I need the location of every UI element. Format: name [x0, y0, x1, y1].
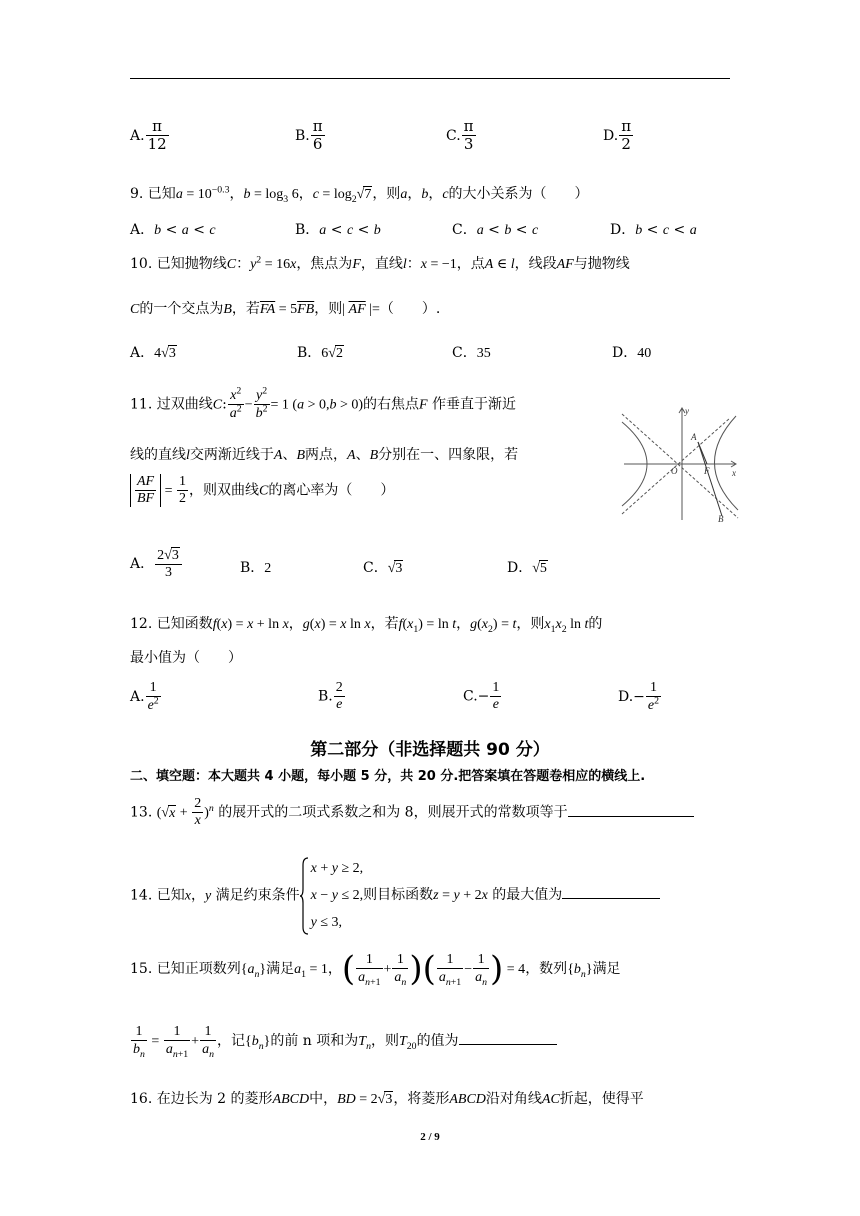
- question-10-line2: C的一个交点为B，若$\overline{FA} = 5\overline{FB}$，则| $\overline{AF}$ |=（ ）.: [130, 301, 441, 317]
- question-11-line3: $\frac{AF}{BF}$ = $\frac{1}{2}$ ，则双曲线C的离心率为（ ）: [130, 474, 394, 507]
- question-15-line2: $\frac{1}{b_n}$ = $\frac{1}{a_{n+1}}$ + $\frac{1}{a_n}$ ，记$\{b_n\}$的前 n 项和为$T_n$，则$T_{20}$的值为: [130, 1024, 557, 1058]
- question-12-line2: 最小值为（ ）: [130, 650, 242, 666]
- question-11-line2: 线的直线l交两渐近线于A、B两点，A、B分别在一、四象限，若: [130, 447, 519, 463]
- q11-option-d: D．√5: [507, 560, 547, 576]
- q12-option-b: B. $\frac{2}{e}$: [318, 680, 343, 713]
- label-O: O: [671, 466, 678, 476]
- question-12-line1: 12. 已知函数f(x) = x + ln x，g(x) = x ln x，若$f(x_1) = \ln t$，$g(x_2) = t$，则$x_1x_2$ ln t的: [130, 616, 603, 635]
- segment-AF: [698, 442, 707, 464]
- label-y: y: [685, 406, 689, 416]
- q10-option-a: A．4√3: [130, 345, 176, 361]
- page-number: 2 / 9: [420, 1131, 440, 1143]
- label-A: A: [691, 432, 697, 442]
- q8-option-d: D. $\frac{\pi}{2}$: [603, 117, 632, 154]
- q14-answer-blank[interactable]: [562, 884, 660, 899]
- section-2-title: 第二部分（非选择题共 90 分）: [310, 740, 550, 760]
- question-16: 16. 在边长为 2 的菱形ABCD中，BD = 2√3，将菱形ABCD沿对角线AC折起，使得平: [130, 1091, 644, 1107]
- question-10-line1: 10. 已知抛物线C：$y^2 = 16x$，焦点为F，直线l：x = −1，点A ∈ l，线段AF与抛物线: [130, 254, 630, 272]
- q9-option-c: C．a < b < c: [452, 222, 539, 238]
- q12-option-a: A. $\frac{1}{e^2}$: [130, 680, 159, 714]
- system-brace: [300, 857, 309, 935]
- question-15-line1: 15. 已知正项数列$\{a_n\}$满足$a_1 = 1$，( $\frac{1}{a_{n+1}}$ + $\frac{1}{a_n}$ )( $\frac{1}{a_{n+1}}$ − $\frac{1}{a_n}$ ) = 4，数列$\{b_n\}$满足: [130, 949, 621, 990]
- q13-answer-blank[interactable]: [568, 802, 694, 817]
- q9-option-d: D．b < c < a: [610, 222, 697, 238]
- q11-option-c: C．√3: [363, 560, 403, 576]
- q10-option-b: B．6√2: [297, 345, 343, 361]
- q9-option-b: B．a < c < b: [295, 222, 381, 238]
- q8-option-b: B. $\frac{\pi}{6}$: [295, 117, 323, 154]
- perpendicular-line: [698, 442, 722, 516]
- label-x: x: [732, 468, 736, 478]
- q8-option-c: C. $\frac{\pi}{3}$: [446, 117, 474, 154]
- q12-option-c: C.− $\frac{1}{e}$: [463, 680, 500, 713]
- fill-in-heading: 二、填空题：本大题共 4 小题，每小题 5 分，共 20 分.把答案填在答题卷相应的横线上.: [130, 769, 646, 784]
- q10-option-d: D．40: [612, 345, 652, 361]
- q12-option-d: D.− $\frac{1}{e^2}$: [618, 680, 660, 714]
- q11-option-b: B．2: [240, 560, 272, 576]
- label-B: B: [718, 514, 724, 524]
- q8-option-a: A. $\frac{\pi}{12}$: [130, 117, 167, 154]
- question-11-line1: 11. 过双曲线C: $\frac{x^2}{a^2}$ − $\frac{y^2}{b^2}$ = 1 (a > 0,b > 0)的右焦点F 作垂直于渐近: [130, 385, 517, 422]
- header-rule: [130, 78, 730, 79]
- q10-option-c: C．35: [452, 345, 491, 361]
- q11-option-a: A． $\frac{2√3}{3}$: [130, 547, 183, 581]
- q9-option-a: A．b < a < c: [130, 222, 216, 238]
- question-9: 9. 已知$a = 10^{-0.3}$，$b = \log_3 6$，$c = \log_2√7$，则a，b，c的大小关系为（ ）: [130, 184, 589, 205]
- asymptote-1: [622, 414, 738, 518]
- q15-answer-blank[interactable]: [459, 1030, 557, 1045]
- label-F: F: [704, 466, 710, 476]
- question-13: 13. (√x + $\frac{2}{x}$ )$^n$ 的展开式的二项式系数之和为 8，则展开式的常数项等于: [130, 796, 694, 829]
- hyperbola-figure: [614, 402, 742, 524]
- question-14: 14. 已知x，y 满足约束条件 x + y ≥ 2, x − y ≤ 2,则目标函数z = y + 2x 的最大值为 y ≤ 3,: [130, 855, 660, 936]
